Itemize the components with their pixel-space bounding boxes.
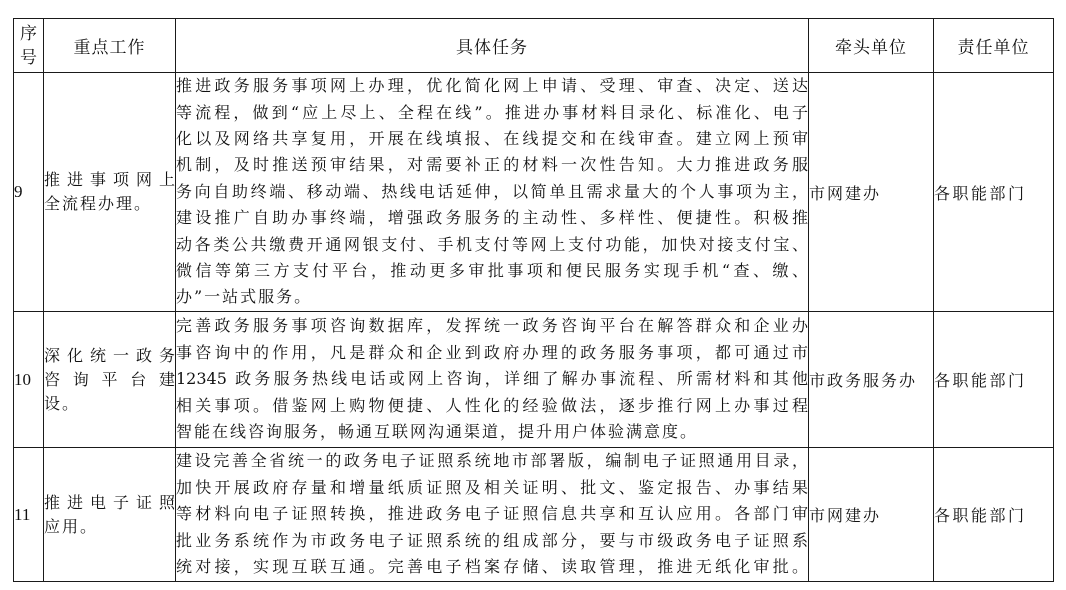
table-row [14,73,1054,312]
task-cell [176,73,809,312]
task-line: 相关事项。借鉴网上购物便捷、人性化的经验做法，逐步推行网上办事过程 [176,395,808,415]
task-line: 等材料向电子证照转换，推进政务电子证照信息共享和互认应用。各部门审 [176,504,808,524]
key-work-line: 全流程办理。 [44,194,153,213]
task-line: 12345 政务服务热线电话或网上咨询，详细了解办事流程、所需材料和其他 [176,369,808,389]
lead-unit-cell: 市网建办 [809,73,934,312]
task-line: 智能在线咨询服务，畅通互联网沟通渠道，提升用户体验满意度。 [176,422,699,442]
task-line: 事咨询中的作用，凡是群众和企业到政府办理的政务服务事项，都可通过市 [176,342,808,362]
header-task: 具体任务 [176,19,809,73]
key-work-cell [44,73,176,312]
lead-unit-cell: 市网建办 [809,448,934,582]
task-line: 化以及网络共享复用，开展在线填报、在线提交和在线审查。建立网上预审 [176,128,808,148]
task-line: 完善政务服务事项咨询数据库，发挥统一政务咨询平台在解答群众和企业办 [176,316,808,336]
key-work-cell [44,448,176,582]
key-work-line: 推进事项网上 [44,170,175,189]
task-line: 推进政务服务事项网上办理，优化简化网上申请、受理、审查、决定、送达 [176,76,808,96]
key-work-line: 设。 [44,393,81,413]
task-cell [176,448,809,582]
responsible-unit-cell: 各职能部门 [934,448,1054,582]
table-row [14,448,1054,582]
key-work-cell [44,312,176,448]
task-line: 等流程，做到“应上尽上、全程在线”。推进办事材料目录化、标准化、电子 [176,102,808,122]
task-line: 建设完善全省统一的政务电子证照系统地市部署版，编制电子证照通用目录， [176,451,808,471]
responsible-unit-cell: 各职能部门 [934,73,1054,312]
task-line: 统对接，实现互联互通。完善电子档案存储、读取管理，推进无纸化审批。 [176,557,808,577]
serial-cell: 9 [14,73,44,312]
key-work-line: 咨询平台建 [44,369,175,389]
table-row [14,312,1054,448]
task-table [13,18,1054,582]
task-line: 微信等第三方支付平台，推动更多审批事项和便民服务实现手机“查、缴、 [176,261,808,281]
lead-unit-cell: 市政务服务办 [809,312,934,448]
key-work-line: 推进电子证照 [44,492,175,512]
task-line: 批业务系统作为市政务电子证照系统的组成部分，要与市级政务电子证照系 [176,530,808,550]
header-serial-char: 序 [20,23,37,44]
task-cell [176,312,809,448]
task-line: 务向自助终端、移动端、热线电话延伸，以简单且需求量大的个人事项为主， [176,181,808,201]
header-key-work: 重点工作 [44,19,176,73]
responsible-unit-cell: 各职能部门 [934,312,1054,448]
serial-cell: 10 [14,312,44,448]
key-work-line: 深化统一政务 [44,345,175,365]
header-lead-unit: 牵头单位 [809,19,934,73]
task-line: 动各类公共缴费开通网银支付、手机支付等网上支付功能，加快对接支付宝、 [176,234,808,254]
task-line: 建设推广自助办事终端，增强政务服务的主动性、多样性、便捷性。积极推 [176,208,808,228]
serial-cell: 11 [14,448,44,582]
task-line: 加快开展政府存量和增量纸质证照及相关证明、批文、鉴定报告、办事结果 [176,477,808,497]
task-line: 机制，及时推送预审结果，对需要补正的材料一次性告知。大力推进政务服 [176,155,808,175]
header-responsible-unit: 责任单位 [934,19,1054,73]
key-work-line: 应用。 [44,516,99,536]
task-line: 办”一站式服务。 [176,287,313,307]
header-serial [14,19,44,73]
header-serial-char: 号 [20,47,37,68]
table-header-row [14,19,1054,73]
